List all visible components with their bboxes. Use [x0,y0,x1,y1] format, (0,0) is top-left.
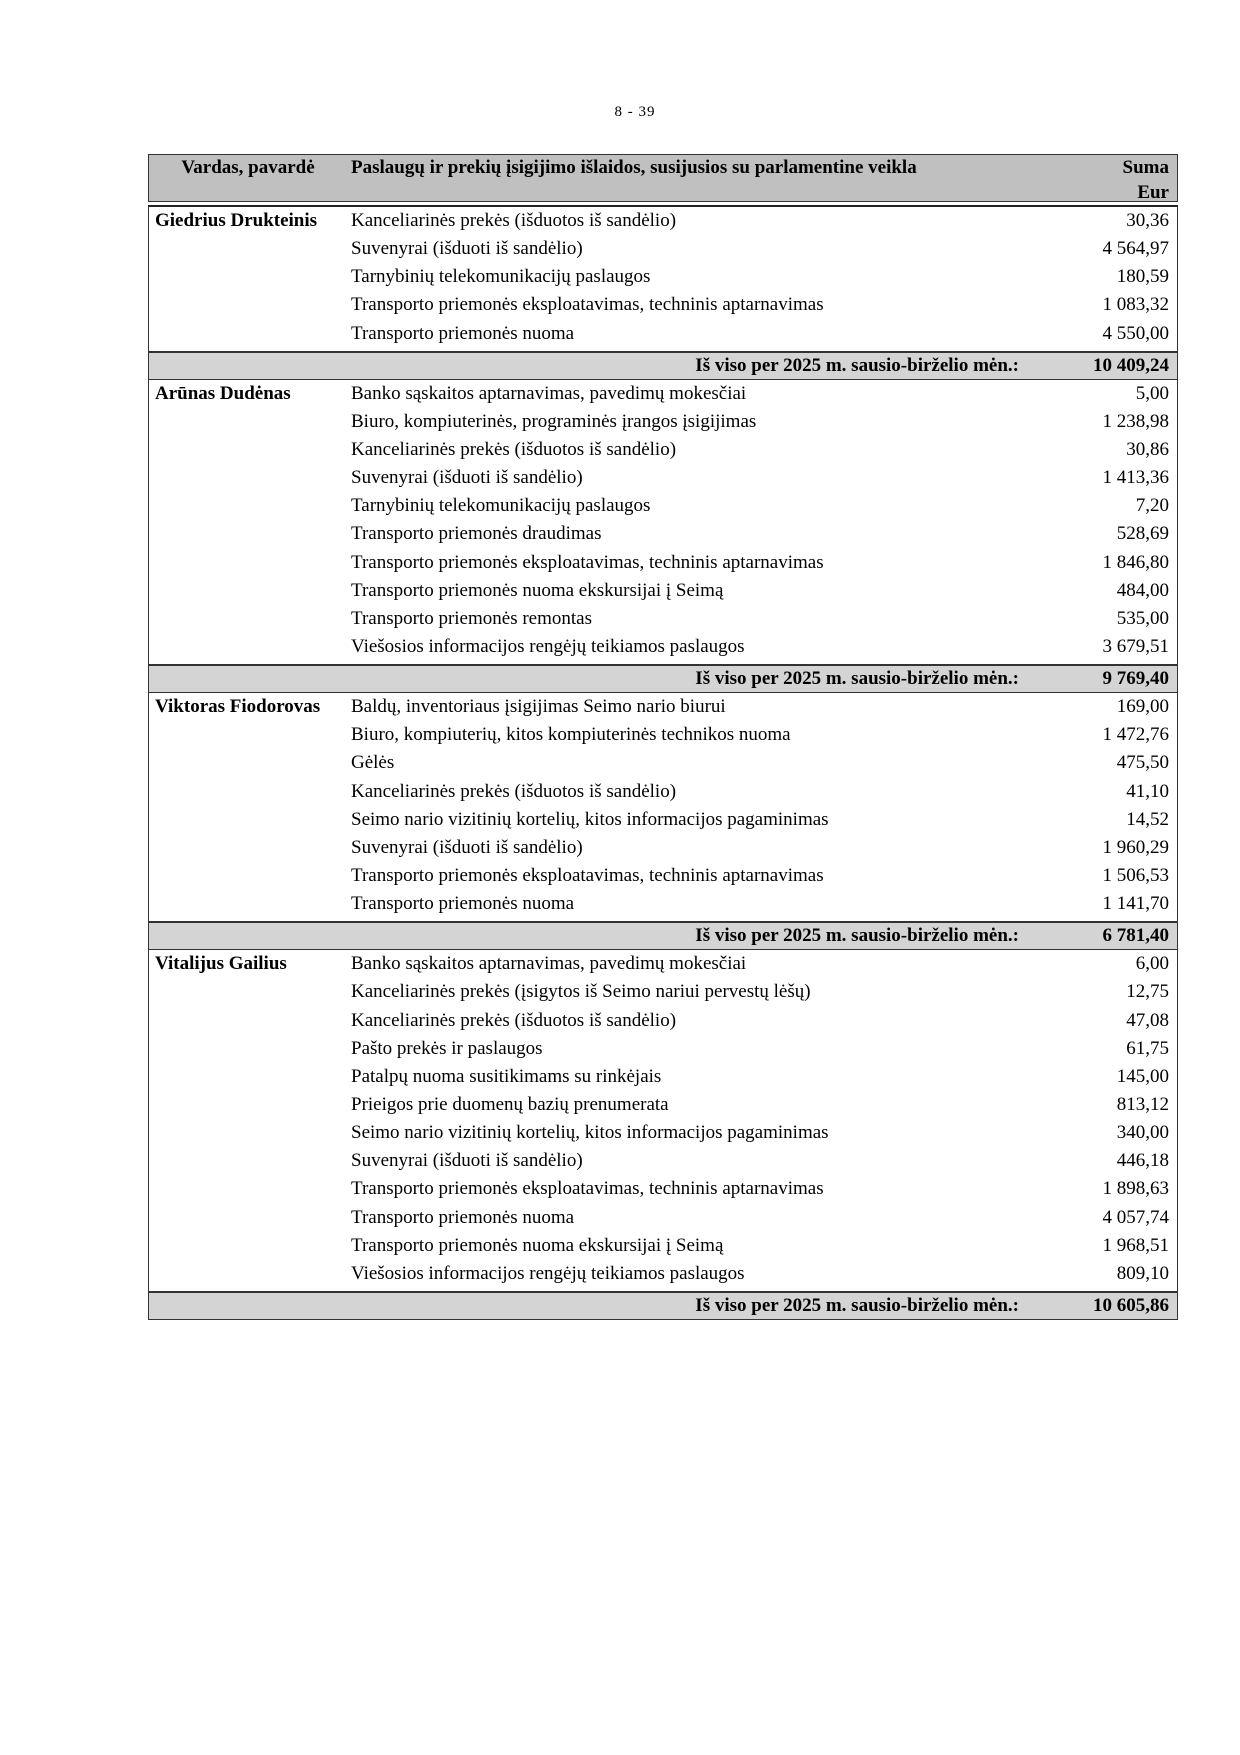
member-name: Vitalijus Gailius [155,953,287,975]
total-label: Iš viso per 2025 m. sausio-birželio mėn.: [695,1294,1019,1316]
member-name [149,464,347,492]
member-name [149,1260,347,1288]
expense-amount: 47,08 [1126,1009,1169,1031]
expense-description: Viešosios informacijos rengėjų teikiamos paslaugos [351,635,745,657]
table-row [149,464,1177,492]
expense-description: Baldų, inventoriaus įsigijimas Seimo nario biurui [351,696,726,718]
expense-amount: 169,00 [1116,696,1169,718]
expense-amount: 809,10 [1116,1262,1169,1284]
member-name [149,235,347,263]
expense-amount: 61,75 [1126,1037,1169,1059]
expense-description: Kanceliarinės prekės (įsigytos iš Seimo nariui pervestų lėšų) [351,981,811,1003]
expense-amount: 1 238,98 [1102,410,1169,432]
table-row [149,1147,1177,1175]
expense-amount: 180,59 [1116,266,1169,288]
table-row [149,806,1177,834]
expense-description: Transporto priemonės eksploatavimas, techninis aptarnavimas [351,864,824,886]
total-row [149,1292,1177,1319]
header-sum-label: Suma [1122,157,1169,178]
expense-description: Seimo nario vizitinių kortelių, kitos informacijos pagaminimas [351,1122,829,1144]
expense-amount: 1 472,76 [1102,724,1169,746]
page-number: 8 - 39 [614,104,656,120]
member-name [149,978,347,1006]
table-row [149,263,1177,291]
table-row [149,890,1177,918]
expense-description: Biuro, kompiuterinės, programinės įrangos įsigijimas [351,410,757,432]
member-name [149,834,347,862]
table-row [149,577,1177,605]
expense-description: Suvenyrai (išduoti iš sandėlio) [351,836,583,858]
expense-description: Tarnybinių telekomunikacijų paslaugos [351,495,651,517]
member-name [149,1175,347,1203]
table-row [149,721,1177,749]
table-row [149,1035,1177,1063]
total-label: Iš viso per 2025 m. sausio-birželio mėn.: [695,925,1019,947]
expense-amount: 3 679,51 [1102,635,1169,657]
member-name [149,1204,347,1232]
total-row [149,352,1177,380]
expenses-table [148,154,1178,1320]
expense-description: Pašto prekės ir paslaugos [351,1037,543,1059]
expense-description: Viešosios informacijos rengėjų teikiamos paslaugos [351,1262,745,1284]
expense-description: Kanceliarinės prekės (išduotos iš sandėlio) [351,210,677,231]
expense-amount: 446,18 [1116,1150,1169,1172]
expense-description: Biuro, kompiuterių, kitos kompiuterinės technikos nuoma [351,724,791,746]
total-row [149,922,1177,950]
expense-amount: 1 141,70 [1102,893,1169,915]
expense-amount: 4 564,97 [1102,238,1169,260]
expense-amount: 7,20 [1135,495,1169,517]
expense-description: Transporto priemonės eksploatavimas, techninis aptarnavimas [351,551,824,573]
expense-amount: 4 057,74 [1102,1206,1169,1228]
expense-description: Transporto priemonės nuoma [351,322,575,344]
table-body [148,205,1178,1320]
table-row [149,950,1177,978]
table-row [149,1175,1177,1203]
expense-description: Tarnybinių telekomunikacijų paslaugos [351,266,651,288]
table-row [149,1091,1177,1119]
expense-amount: 528,69 [1116,523,1169,545]
total-amount: 10 409,24 [1093,354,1169,376]
expense-description: Suvenyrai (išduoti iš sandėlio) [351,238,583,260]
member-name [149,862,347,890]
table-row [149,1119,1177,1147]
expense-description: Transporto priemonės nuoma [351,1206,575,1228]
expense-description: Transporto priemonės eksploatavimas, techninis aptarnavimas [351,1178,824,1200]
expense-amount: 14,52 [1126,808,1169,830]
header-sum [1059,155,1177,201]
expense-description: Kanceliarinės prekės (išduotos iš sandėlio) [351,780,677,802]
expense-description: Transporto priemonės remontas [351,607,592,629]
member-name [149,291,347,319]
total-amount: 6 781,40 [1102,925,1169,947]
expense-description: Kanceliarinės prekės (išduotos iš sandėlio) [351,1009,677,1031]
expense-description: Patalpų nuoma susitikimams su rinkėjais [351,1065,662,1087]
member-name [149,806,347,834]
expense-amount: 1 413,36 [1102,467,1169,489]
table-row [149,291,1177,319]
header-sum-currency: Eur [1137,182,1169,203]
expense-description: Prieigos prie duomenų bazių prenumerata [351,1093,669,1115]
member-name: Giedrius Drukteinis [155,210,318,231]
table-row [149,520,1177,548]
total-amount: 9 769,40 [1102,668,1169,690]
expense-amount: 340,00 [1116,1122,1169,1144]
expense-amount: 30,86 [1126,438,1169,460]
expense-amount: 41,10 [1126,780,1169,802]
expense-description: Banko sąskaitos aptarnavimas, pavedimų mokesčiai [351,382,747,404]
expense-description: Kanceliarinės prekės (išduotos iš sandėlio) [351,438,677,460]
expense-amount: 535,00 [1116,607,1169,629]
expense-amount: 145,00 [1116,1065,1169,1087]
member-name [149,436,347,464]
expense-amount: 1 846,80 [1102,551,1169,573]
table-row [149,749,1177,777]
member-name [149,1147,347,1175]
table-row [149,408,1177,436]
expense-description: Banko sąskaitos aptarnavimas, pavedimų mokesčiai [351,953,747,975]
expense-amount: 1 083,32 [1102,294,1169,316]
expense-amount: 1 506,53 [1102,864,1169,886]
expense-description: Transporto priemonės nuoma ekskursijai į Seimą [351,1234,724,1256]
table-row [149,549,1177,577]
expense-description: Seimo nario vizitinių kortelių, kitos informacijos pagaminimas [351,808,829,830]
expense-amount: 484,00 [1116,579,1169,601]
table-row [149,320,1177,348]
total-label: Iš viso per 2025 m. sausio-birželio mėn.: [695,668,1019,690]
member-name [149,549,347,577]
member-name [149,721,347,749]
member-name [149,749,347,777]
table-row [149,436,1177,464]
member-name [149,1232,347,1260]
expense-description: Suvenyrai (išduoti iš sandėlio) [351,1150,583,1172]
member-name: Viktoras Fiodorovas [155,696,321,718]
member-name [149,1063,347,1091]
table-row [149,1204,1177,1232]
table-row [149,1260,1177,1288]
total-row [149,665,1177,693]
expense-amount: 1 960,29 [1102,836,1169,858]
table-row [149,492,1177,520]
total-amount: 10 605,86 [1093,1294,1169,1316]
expense-amount: 1 968,51 [1102,1234,1169,1256]
expense-description: Transporto priemonės nuoma ekskursijai į Seimą [351,579,724,601]
member-name [149,1091,347,1119]
table-row [149,862,1177,890]
expense-amount: 6,00 [1135,953,1169,975]
table-row [149,207,1177,235]
expense-amount: 813,12 [1116,1093,1169,1115]
table-row [149,778,1177,806]
member-name [149,1035,347,1063]
expense-description: Transporto priemonės eksploatavimas, techninis aptarnavimas [351,294,824,316]
member-name [149,320,347,348]
header-description: Paslaugų ir prekių įsigijimo išlaidos, susijusios su parlamentine veikla [351,157,917,178]
member-name [149,577,347,605]
member-name [149,408,347,436]
member-name [149,778,347,806]
total-label: Iš viso per 2025 m. sausio-birželio mėn.: [695,354,1019,376]
expense-description: Suvenyrai (išduoti iš sandėlio) [351,467,583,489]
expense-amount: 1 898,63 [1102,1178,1169,1200]
member-name [149,605,347,633]
table-row [149,834,1177,862]
table-row [149,235,1177,263]
member-name [149,1007,347,1035]
table-row [149,633,1177,661]
member-name [149,890,347,918]
member-name [149,492,347,520]
expense-amount: 5,00 [1135,382,1169,404]
expense-amount: 475,50 [1116,752,1169,774]
expense-amount: 12,75 [1126,981,1169,1003]
expense-amount: 4 550,00 [1102,322,1169,344]
table-row [149,693,1177,721]
table-row [149,978,1177,1006]
table-row [149,1007,1177,1035]
header-name: Vardas, pavardė [181,157,315,178]
expense-description: Transporto priemonės nuoma [351,893,575,915]
table-header [148,154,1178,202]
member-name [149,633,347,661]
table-row [149,380,1177,408]
expense-description: Gėlės [351,752,395,774]
table-row [149,1063,1177,1091]
member-name: Arūnas Dudėnas [155,382,291,404]
table-row [149,605,1177,633]
member-name [149,263,347,291]
expense-amount: 30,36 [1126,210,1169,231]
expense-description: Transporto priemonės draudimas [351,523,602,545]
member-name [149,520,347,548]
member-name [149,1119,347,1147]
table-row [149,1232,1177,1260]
